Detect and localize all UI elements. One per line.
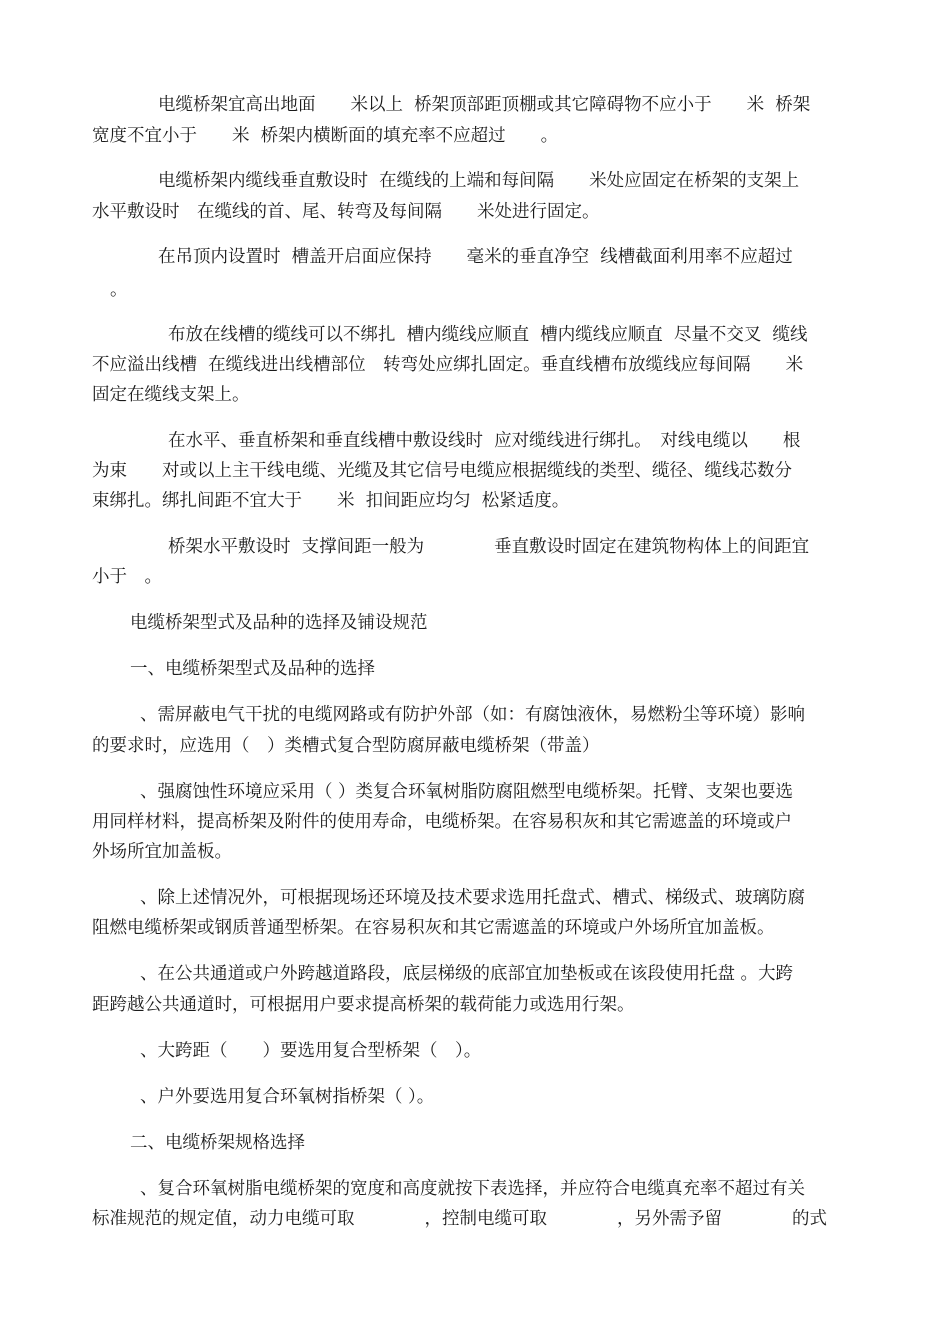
segment: 的要求时，应选用（ ）类槽式复合型防腐屏蔽电缆桥架（带盖）	[92, 736, 600, 756]
section-heading: 一、电缆桥架型式及品种的选择	[130, 659, 375, 679]
text-line	[0, 1205, 950, 1233]
segment: 标准规范的规定值，动力电缆可取 ，控制电缆可取 ，另外需予留 的式	[92, 1209, 827, 1229]
segment: 布放在线槽的缆线可以不绑扎 槽内缆线应顺直 槽内缆线应顺直 尽量不交叉 缆线	[168, 325, 808, 345]
text-line	[0, 732, 950, 760]
text-line	[0, 487, 950, 515]
segment: 束绑扎。绑扎间距不宜大于 米 扣间距应均匀 松紧适度。	[92, 491, 570, 511]
text-line	[0, 457, 950, 485]
segment: 、复合环氧树脂电缆桥架的宽度和高度就按下表选择，并应符合电缆真充率不超过有关	[140, 1179, 805, 1199]
text-line	[0, 1037, 950, 1065]
segment: 固定在缆线支架上。	[92, 385, 250, 405]
segment: 、户外要选用复合环氧树指桥架（ ）。	[140, 1087, 435, 1107]
text-line	[0, 655, 950, 683]
segment: 距跨越公共通道时，可根据用户要求提高桥架的载荷能力或选用行架。	[92, 995, 635, 1015]
segment: 小于 。	[92, 567, 162, 587]
segment: 、大跨距（ ）要选用复合型桥架（ ）。	[140, 1041, 482, 1061]
text-line	[0, 778, 950, 806]
segment: 、除上述情况外，可根据现场还环境及技术要求选用托盘式、槽式、梯级式、玻璃防腐	[140, 888, 805, 908]
text-line	[0, 1175, 950, 1203]
text-line	[0, 321, 950, 349]
text-line	[0, 533, 950, 561]
segment: 用同样材料，提高桥架及附件的使用寿命，电缆桥架。在容易积灰和其它需遮盖的环境或户	[92, 812, 792, 832]
segment: 阻燃电缆桥架或钢质普通型桥架。在容易积灰和其它需遮盖的环境或户外场所宜加盖板。	[92, 918, 775, 938]
text-line	[0, 167, 950, 195]
text-line	[0, 991, 950, 1019]
segment: 外场所宜加盖板。	[92, 842, 232, 862]
segment: 、需屏蔽电气干扰的电缆网路或有防护外部（如：有腐蚀液休，易燃粉尘等环境）影响	[140, 705, 805, 725]
segment: 不应溢出线槽 在缆线进出线槽部位 转弯处应绑扎固定。垂直线槽布放缆线应每间隔 米	[92, 355, 804, 375]
text-line	[0, 914, 950, 942]
text-line	[0, 701, 950, 729]
segment: 电缆桥架内缆线垂直敷设时 在缆线的上端和每间隔 米处应固定在桥架的支架上	[158, 171, 800, 191]
text-line	[0, 808, 950, 836]
text-line	[0, 427, 950, 455]
text-line	[0, 243, 950, 271]
section-heading: 电缆桥架型式及品种的选择及铺设规范	[130, 613, 428, 633]
text-line	[0, 276, 950, 304]
segment: 水平敷设时 在缆线的首、尾、转弯及每间隔 米处进行固定。	[92, 202, 600, 222]
segment: 、在公共通道或户外跨越道路段，底层梯级的底部宜加垫板或在该段使用托盘 。大跨	[140, 964, 794, 984]
segment: 为束 对或以上主干线电缆、光缆及其它信号电缆应根据缆线的类型、缆径、缆线芯数分	[92, 461, 792, 481]
text-line	[0, 884, 950, 912]
segment: 在水平、垂直桥架和垂直线槽中敷设线时 应对缆线进行绑扎。 对线电缆以 根	[168, 431, 801, 451]
segment: 桥架水平敷设时 支撑间距一般为 垂直敷设时固定在建筑物构体上的间距宜	[168, 537, 810, 557]
text-line	[0, 198, 950, 226]
text-line	[0, 960, 950, 988]
text-line	[0, 351, 950, 379]
text-line	[0, 381, 950, 409]
text-line	[0, 1129, 950, 1157]
text-line	[0, 122, 950, 150]
section-heading: 二、电缆桥架规格选择	[130, 1133, 305, 1153]
text-line	[0, 91, 950, 119]
text-line	[0, 1083, 950, 1111]
segment: 宽度不宜小于 米 桥架内横断面的填充率不应超过 。	[92, 126, 559, 146]
segment: 。	[110, 280, 128, 300]
segment: 电缆桥架宜高出地面 米以上 桥架顶部距顶棚或其它障碍物不应小于 米 桥架	[158, 95, 811, 115]
segment: 在吊顶内设置时 槽盖开启面应保持 毫米的垂直净空 线槽截面利用率不应超过	[158, 247, 793, 267]
text-line	[0, 563, 950, 591]
text-line	[0, 609, 950, 637]
text-line	[0, 838, 950, 866]
segment: 、强腐蚀性环境应采用（ ）类复合环氧树脂防腐阻燃型电缆桥架。托臂、支架也要选	[140, 782, 794, 802]
